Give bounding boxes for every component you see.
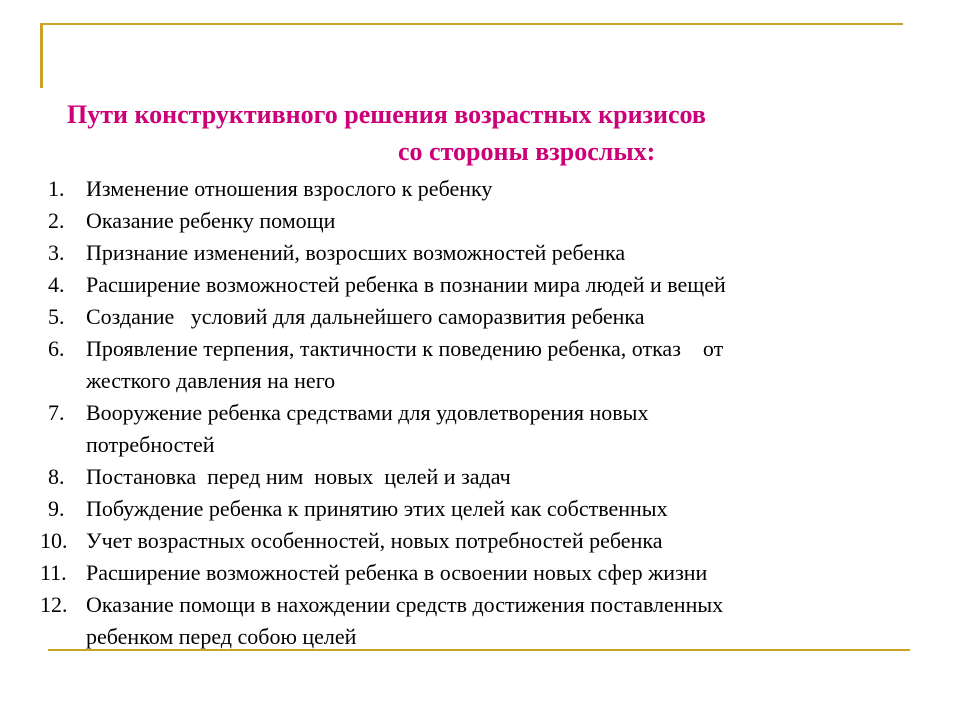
slide-title-line-2: со стороны взрослых: — [398, 137, 656, 166]
numbered-list — [40, 173, 880, 653]
list-item-number: 2. — [48, 208, 65, 233]
list-item — [40, 557, 880, 589]
list-item-text: Вооружение ребенка средствами для удовлетворения новых потребностей — [86, 400, 649, 457]
list-item-number: 8. — [48, 464, 65, 489]
list-item-text: Побуждение ребенка к принятию этих целей как собственных — [86, 496, 668, 521]
frame-top-line — [40, 23, 903, 25]
list-item-text: Оказание ребенку помощи — [86, 208, 336, 233]
list-item — [40, 493, 880, 525]
list-item-number: 1. — [48, 176, 65, 201]
list-item-text: Оказание помощи в нахождении средств достижения поставленных ребенком перед собою целей — [86, 592, 724, 649]
list-item-text: Изменение отношения взрослого к ребенку — [86, 176, 493, 201]
list-item-number: 6. — [48, 336, 65, 361]
list-item-number: 9. — [48, 496, 65, 521]
list-item-text: Постановка перед ним новых целей и задач — [86, 464, 511, 489]
list-item — [40, 205, 880, 237]
list-item — [40, 333, 880, 397]
list-item-number: 11. — [40, 560, 67, 585]
list-item — [40, 237, 880, 269]
slide-title-line-1: Пути конструктивного решения возрастных кризисов — [67, 100, 706, 129]
list-item-number: 4. — [48, 272, 65, 297]
list-item-number: 3. — [48, 240, 65, 265]
list-item — [40, 589, 880, 653]
list-item-number: 5. — [48, 304, 65, 329]
list-item — [40, 525, 880, 557]
list-item-text: Создание условий для дальнейшего саморазвития ребенка — [86, 304, 645, 329]
frame-left-line — [40, 23, 43, 88]
list-item-number: 12. — [40, 592, 68, 617]
list-item-text: Учет возрастных особенностей, новых потребностей ребенка — [86, 528, 663, 553]
list-item-text: Признание изменений, возросших возможностей ребенка — [86, 240, 626, 265]
list-item-text: Проявление терпения, тактичности к поведению ребенка, отказ от жесткого давления на него — [86, 336, 724, 393]
list-item — [40, 461, 880, 493]
list-item-number: 7. — [48, 400, 65, 425]
list-item-number: 10. — [40, 528, 68, 553]
list-item-text: Расширение возможностей ребенка в освоении новых сфер жизни — [86, 560, 708, 585]
list-item — [40, 301, 880, 333]
list-item — [40, 173, 880, 205]
list-item — [40, 397, 880, 461]
list-item-text: Расширение возможностей ребенка в познании мира людей и вещей — [86, 272, 726, 297]
list-item — [40, 269, 880, 301]
